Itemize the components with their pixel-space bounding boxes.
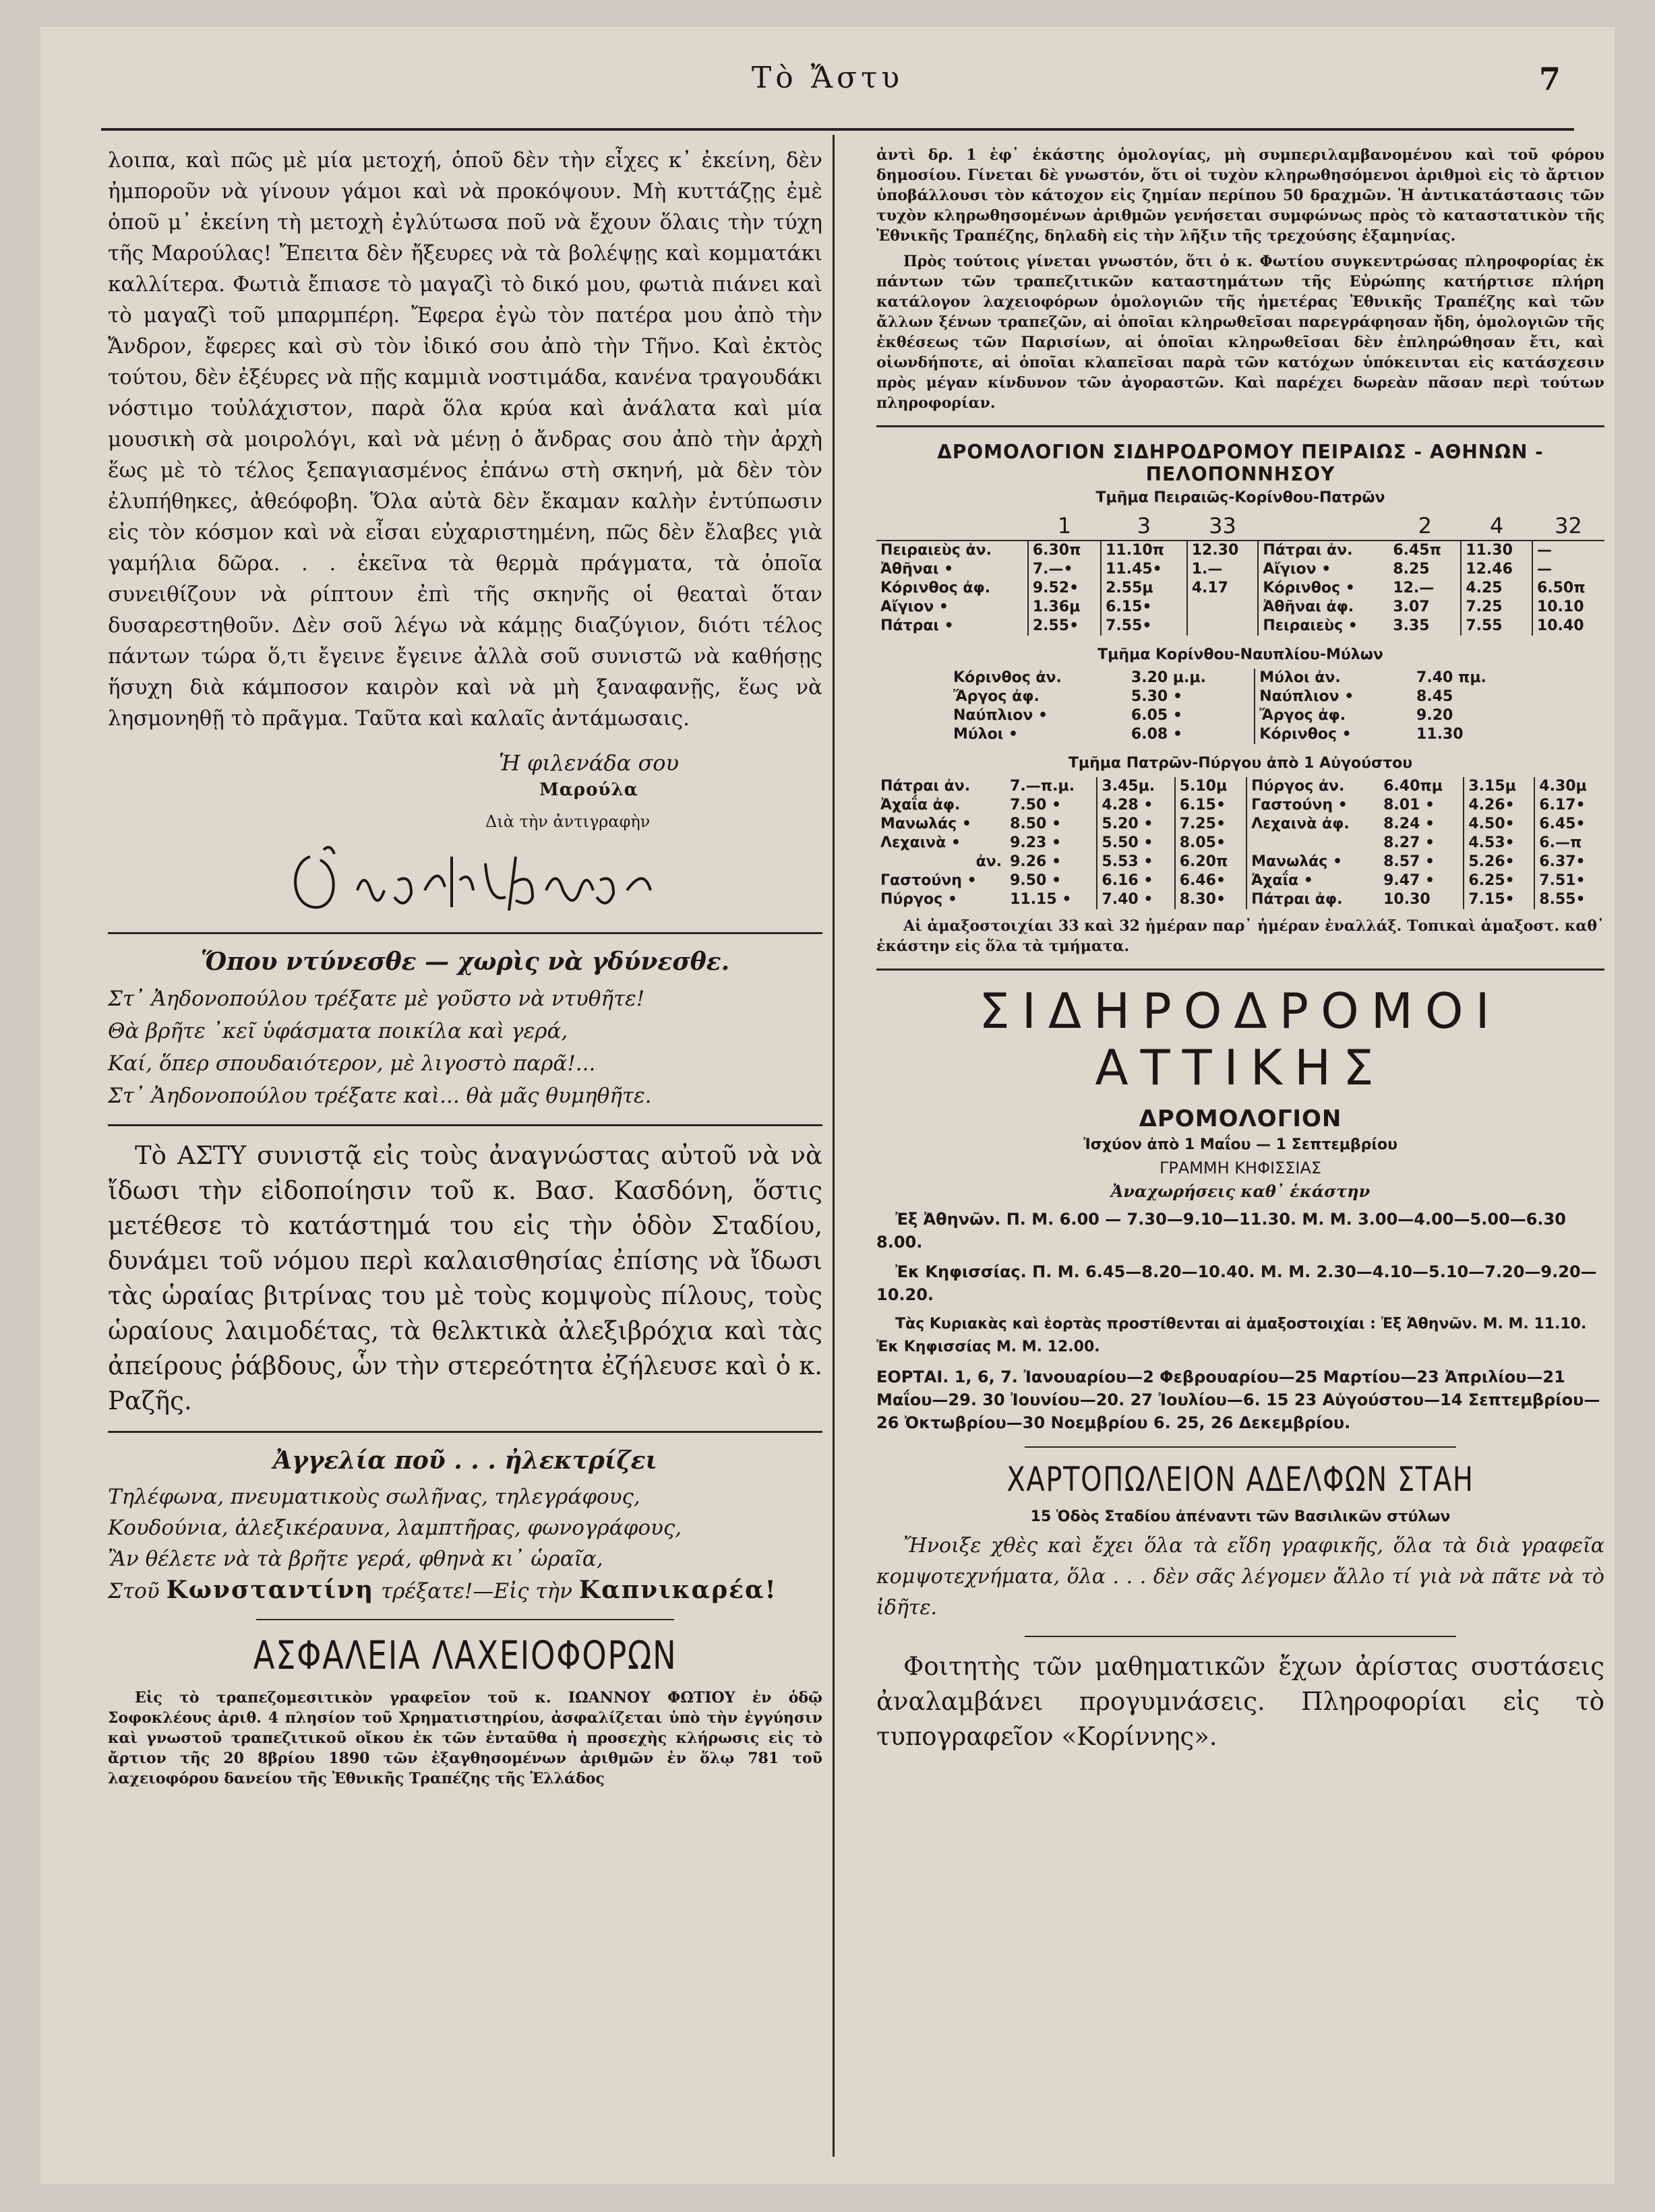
ad-text: Στοῦ: [108, 1579, 167, 1603]
table-cell: 7.25: [1461, 598, 1532, 617]
page-number: 7: [1538, 61, 1561, 97]
table-cell: 3.35: [1393, 617, 1430, 634]
table-cell: 8.01 •: [1383, 797, 1435, 813]
electric-ad-line: Κουδούνια, ἀλεξικέραυνα, λαμπτῆρας, φωνογράφους,: [108, 1516, 682, 1540]
table-cell: 8.30•: [1175, 890, 1246, 909]
table-cell: 7.25•: [1175, 815, 1246, 834]
table-cell: Λεχαινὰ •: [880, 834, 961, 851]
timetable-section-3: [876, 777, 1604, 909]
table-cell: 10.10: [1532, 598, 1604, 617]
table-cell: 4.50•: [1464, 815, 1534, 834]
table-cell: 4.17: [1187, 579, 1259, 598]
table-cell: 7.—π.μ.: [1010, 778, 1075, 795]
insurance-continued-2: Πρὸς τούτοις γίνεται γνωστόν, ὅτι ὁ κ. Φωτίου συγκεντρώσας πληροφορίας ἐκ πάντων τῶν τραπεζιτικῶν καταστημάτων τῆς Εὐρώπης κατήρτισε πλήρη κατάλογον λαχειοφόρων ὁμολογιῶν τῆς ἡμετέρας Ἐθνικῆς Τραπέζης καὶ τῶν ἄλλων ξένων τραπεζῶν, αἱ ὁποῖαι κληρωθεῖσαι παρεγράφησαν ἤδη, ὁμολογιῶν τῆς ἐκθέσεως τῶν Παρισίων, αἱ ὁποῖαι κληρωθεῖσαι δὲν ἐπληρώθησαν ἔτι, καὶ οἱωνδήποτε, αἱ ὁποῖαι κλαπεῖσαι παρὰ τῶν κατόχων ὑπόκεινται εἰς κατάσχεσιν πρὸς μέγαν κίνδυνον τῶν ἀγοραστῶν. Καὶ παρέχει δωρεὰν πᾶσαν περὶ τούτων πληροφορίαν.: [876, 253, 1604, 412]
insurance-text: Εἰς τὸ τραπεζομεσιτικὸν γραφεῖον τοῦ κ. ΙΩΑΝΝΟΥ ΦΩΤΙΟΥ ἐν ὁδῷ Σοφοκλέους ἀριθ. 4 πλησίον τοῦ Χρηματιστηρίου, ἀσφαλίζεται ὑπὸ τὴν ἐγγύησιν καὶ γνωστοῦ τραπεζιτικοῦ οἴκου ἐκ τῶν ἐνταῦθα ἡ προσεχὴς κλήρωσις εἰς τὸ ἄρτιον τῆς 20 8βρίου 1890 τῶν ἐξαγθησομένων ἀριθμῶν ἐν ὅλῳ 781 τοῦ λαχειοφόρου δανείου τῆς Ἐθνικῆς Τραπέζης τῆς Ἑλλάδος: [108, 1689, 822, 1787]
section-1-title: Τμῆμα Πειραιῶς-Κορίνθου-Πατρῶν: [1095, 489, 1385, 506]
table-header: [876, 512, 1028, 541]
table-cell: 7.15•: [1464, 890, 1534, 909]
separator: [108, 932, 822, 934]
attica-line-name: ΓΡΑΜΜΗ ΚΗΦΙΣΣΙΑΣ: [1159, 1159, 1322, 1177]
letter-text: λοιπα, καὶ πῶς μὲ μία μετοχή, ὁποῦ δὲν τὴν εἶχες κ᾽ ἐκείνη, δὲν ἠμποροῦν νὰ γίνουν γάμοι καὶ νὰ προκόψουν. Μὴ κυττάζῃς ἐμὲ ὁποῦ μ᾽ ἐκείνη τὴ μετοχὴ ἐγλύτωσα ποῦ νὰ ἔχουν ὅλαις τὴν τύχη τῆς Μαρούλας! Ἔπειτα δὲν ἤξευρες νὰ τὰ βολέψῃς καὶ κομματάκι καλλίτερα. Φωτιὰ ἔπιασε τὸ μαγαζὶ τὸ δικό μου, φωτιὰ πιάνει καὶ τὸ μαγαζὶ τοῦ μπαρμπέρη. Ἔφερα ἐγὼ τὸν πατέρα μου ἀπὸ τὴν Ἄνδρον, ἔφερες καὶ σὺ τὸν ἰδικό σου ἀπὸ τὴν Τῆνο. Καὶ ἐκτὸς τούτου, δὲν ἐξέυρες νὰ πῇς καμμιὰ νοστιμάδα, κανένα τραγουδάκι νόστιμο τοὐλάχιστον, παρὰ ὅλα κρύα καὶ ἀνάλατα καὶ μία μουσικὴ σὰ μοιρολόγι, καὶ νὰ μένῃ ὁ ἄνδρας σου ἀπὸ τὴν ἀρχὴ ἕως μὲ τὸ τέλος ξεπαγιασμένος ἐπάνω στὴ σκηνή, μὰ δὲν τὸν ἐλυπήθηκες, ἀθεόφοβη. Ὅλα αὐτὰ δὲν ἔκαμαν καλὴν ἐντύπωσιν εἰς τὸν κόσμον καὶ νὰ εἶσαι εὐχαριστημένη, πῶς δὲν ἔλαβες γιὰ γαμήλια δῶρα. . . ἐκεῖνα τὰ θερμὰ πράγματα, τὰ ὁποῖα συνειθίζουν νὰ ρίπτουν ἐπὶ τῆς σκηνῆς οἱ θεαταὶ ὅταν δυσαρεστηθοῦν. Δὲν σοῦ λέγω νὰ κάμῃς διαζύγιον, διότι τέλος πάντων τώρα ὅ,τι ἔγεινε ἔγεινε ἀλλὰ σοῦ συνιστῶ νὰ καθήσῃς ἥσυχη διὰ κάμποσον καιρὸν καὶ νὰ μὴ ξαναφανῇς, ἕως νὰ λησμονηθῇ τὸ πρᾶγμα. Ταῦτα καὶ καλαῖς ἀντάμωσαις.: [108, 148, 822, 731]
table-cell: 6.15•: [1175, 796, 1246, 815]
table-cell: 12.46: [1461, 560, 1532, 579]
clothing-ad-verse: Στ᾽ Ἀηδονοπούλου τρέξατε μὲ γοῦστο νὰ ντυθῆτε!: [108, 987, 645, 1011]
table-cell: 4.28 •: [1097, 796, 1174, 815]
table-cell: 7.50 •: [1010, 797, 1062, 813]
table-row: [949, 669, 1532, 687]
table-cell: Ἄργος ἀφ.: [953, 688, 1040, 705]
table-header: 32: [1532, 512, 1604, 541]
separator: [1025, 1636, 1456, 1637]
stationery-text: Ἤνοιξε χθὲς καὶ ἔχει ὅλα τὰ εἴδη γραφικῆς, ὅλα τὰ διὰ γραφεῖα κομψοτεχνήματα, ὅλα . . . δὲν σᾶς λέγομεν ἄλλο τί γιὰ νὰ πᾶτε νὰ τὸ ἰδῆτε.: [876, 1534, 1604, 1620]
table-cell: 9.50 •: [1010, 872, 1062, 889]
table-row: [949, 706, 1532, 725]
table-cell: 1.—: [1187, 560, 1259, 579]
table-cell: Κόρινθος ἀφ.: [880, 580, 991, 596]
table-cell: 7.40 •: [1097, 890, 1174, 909]
table-cell: 4.26•: [1464, 796, 1534, 815]
table-cell: Ἄργος ἀφ.: [1255, 706, 1412, 725]
separator: [876, 969, 1604, 971]
table-cell: Κόρινθος •: [1258, 579, 1389, 598]
attica-from-kifisia: Ἐκ Κηφισσίας. Π. Μ. 6.45—8.20—10.40. Μ. Μ. 2.30—4.10—5.10—7.20—9.20—10.20.: [876, 1262, 1597, 1304]
rail-timetable-title: ΔΡΟΜΟΛΟΓΙΟΝ ΣΙΔΗΡΟΔΡΟΜΟΥ ΠΕΙΡΑΙΩΣ - ΑΘΗΝΩΝ - ΠΕΛΟΠΟΝΝΗΣΟΥ: [937, 441, 1544, 485]
attica-rail-title: ΣΙΔΗΡΟΔΡΟΜΟΙ ΑΤΤΙΚΗΣ: [979, 983, 1502, 1096]
table-cell: 11.45•: [1101, 560, 1187, 579]
table-cell: 9.20: [1416, 707, 1453, 724]
table-cell: Πειραιεὺς •: [1258, 617, 1389, 636]
page-header: [40, 61, 1615, 121]
table-cell: 9.47 •: [1383, 872, 1435, 889]
table-cell: Κόρινθος •: [1255, 725, 1412, 744]
table-cell: 8.27 •: [1383, 834, 1435, 851]
table-cell: 6.46•: [1175, 871, 1246, 890]
table-cell: Πύργος •: [880, 891, 957, 908]
table-cell: 10.30: [1383, 891, 1431, 908]
table-row: [876, 853, 1604, 871]
table-cell: Μανωλάς •: [1246, 853, 1379, 871]
table-cell: 3.15μ: [1464, 777, 1534, 796]
table-cell: 6.25•: [1464, 871, 1534, 890]
table-cell: 4.30μ: [1534, 777, 1604, 796]
table-cell: Ἀχαΐα ἀφ.: [880, 797, 961, 813]
electric-ad-line: Ἂν θέλετε νὰ τὰ βρῆτε γερά, φθηνὰ κι᾽ ὡραῖα,: [108, 1547, 603, 1571]
table-cell: 6.37•: [1534, 853, 1604, 871]
table-cell: 6.—π: [1534, 834, 1604, 853]
table-cell: 6.40πμ: [1383, 778, 1443, 795]
table-cell: 11.30: [1416, 726, 1464, 743]
timetable-section-1: [876, 512, 1604, 636]
table-cell: 7.55•: [1101, 617, 1187, 636]
table-cell: Κόρινθος ἀν.: [953, 669, 1062, 686]
attica-departures: Ἀναχωρήσεις καθ᾽ ἑκάστην: [1110, 1181, 1371, 1201]
attica-from-athens: Ἐξ Ἀθηνῶν. Π. Μ. 6.00 — 7.30—9.10—11.30. Μ. Μ. 3.00—4.00—5.00—6.30 8.00.: [876, 1210, 1566, 1252]
table-cell: 5.26•: [1464, 853, 1534, 871]
table-cell: Ναύπλιον •: [1255, 687, 1412, 706]
table-cell: Μανωλάς •: [880, 816, 971, 832]
table-cell: 7.40 πμ.: [1416, 669, 1486, 686]
table-cell: 6.50π: [1532, 579, 1604, 598]
table-row: [876, 890, 1604, 909]
table-cell: Ἀθῆναι •: [880, 561, 954, 578]
table-cell: 6.45•: [1534, 815, 1604, 834]
signature-name: Μαρούλα: [539, 780, 638, 800]
table-cell: 10.40: [1532, 617, 1604, 636]
attica-sundays: Τὰς Κυριακὰς καὶ ἑορτὰς προστίθενται αἱ ἁμαξοστοιχίαι : Ἐξ Ἀθηνῶν. Μ. Μ. 11.10. Ἐκ Κηφισσίας Μ. Μ. 12.00.: [876, 1316, 1587, 1355]
table-row: [876, 834, 1604, 853]
table-cell: 6.45π: [1393, 542, 1441, 559]
header-rule: [101, 128, 1574, 131]
attica-validity: Ἰσχύον ἀπὸ 1 Μαΐου — 1 Σεπτεμβρίου: [1083, 1136, 1397, 1153]
table-cell: Γαστούνη •: [880, 872, 977, 889]
newspaper-page: [40, 27, 1615, 2184]
separator: [1025, 1446, 1456, 1448]
electric-ad-heading: Ἀγγελία ποῦ . . . ἠλεκτρίζει: [273, 1446, 657, 1475]
table-cell: Ἀθῆναι ἀφ.: [1258, 598, 1389, 617]
table-cell: 8.05•: [1175, 834, 1246, 853]
right-column: [876, 145, 1604, 1754]
table-cell: 7.55: [1461, 617, 1532, 636]
letter-signature: Ἡ φιλενάδα σου: [499, 750, 679, 776]
left-column: [108, 145, 822, 1789]
column-divider: [833, 135, 835, 2157]
student-ad: Φοιτητὴς τῶν μαθηματικῶν ἔχων ἀρίστας συστάσεις ἀναλαμβάνει προγυμνάσεις. Πληροφορίαι εἰς τὸ τυπογραφεῖον «Κορίννης».: [876, 1652, 1604, 1751]
table-cell: Αἴγιον •: [880, 598, 949, 615]
newspaper-title: Τὸ Ἄστυ: [751, 61, 904, 95]
separator: [256, 1619, 674, 1620]
handwritten-signature: [283, 843, 661, 917]
table-cell: 4.53•: [1464, 834, 1534, 853]
table-cell: 1.36μ: [1028, 598, 1101, 617]
clothing-ad-verse: Στ᾽ Ἀηδονοπούλου τρέξατε καὶ... θὰ μᾶς θυμηθῆτε.: [108, 1084, 652, 1108]
table-cell: 5.53 •: [1097, 853, 1174, 871]
table-row: [876, 617, 1604, 636]
copy-note: Διὰ τὴν ἀντιγραφὴν: [485, 812, 651, 831]
stationery-address: 15 Ὁδὸς Σταδίου ἀπέναντι τῶν Βασιλικῶν στύλων: [1030, 1508, 1451, 1525]
table-cell: Μύλοι ἀν.: [1255, 669, 1412, 687]
clothing-ad-heading: Ὅπου ντύνεσθε — χωρὶς νὰ γδύνεσθε.: [200, 948, 730, 976]
separator: [108, 1431, 822, 1433]
table-cell: 3.07: [1393, 598, 1430, 615]
rail-note: Αἱ ἁμαξοστοιχίαι 33 καὶ 32 ἡμέραν παρ᾽ ἡμέραν ἐναλλάξ. Τοπικαὶ ἁμαξοστ. καθ᾽ ἑκάστην εἰς ὅλα τὰ τμήματα.: [876, 917, 1604, 955]
table-cell: 6.05 •: [1131, 707, 1182, 724]
table-cell: Γαστούνη •: [1246, 796, 1379, 815]
electric-ad-line: Τηλέφωνα, πνευματικοὺς σωλῆνας, τηλεγράφους,: [108, 1485, 640, 1509]
table-cell: 12.—: [1393, 580, 1435, 596]
table-cell: 8.57 •: [1383, 853, 1435, 870]
table-row: [876, 560, 1604, 579]
table-cell: Μύλοι •: [953, 726, 1019, 743]
table-row: [949, 687, 1532, 706]
separator: [876, 425, 1604, 427]
table-cell: 11.10π: [1101, 541, 1187, 560]
ad-text: τρέξατε!—Εἰς τὴν: [374, 1579, 579, 1603]
ad-shop-name: Κωνσταντίνη: [166, 1576, 375, 1604]
table-cell: Αἴγιον •: [1258, 560, 1389, 579]
table-row: [876, 815, 1604, 834]
timetable-section-2: [949, 669, 1532, 744]
table-row: [876, 777, 1604, 796]
table-row: [876, 796, 1604, 815]
table-row: [876, 871, 1604, 890]
table-cell: Λεχαινὰ ἀφ.: [1246, 815, 1379, 834]
table-cell: 2.55•: [1028, 617, 1101, 636]
separator: [108, 1124, 822, 1126]
table-cell: 5.30 •: [1131, 688, 1182, 705]
table-header: 1: [1028, 512, 1101, 541]
table-cell: 12.30: [1187, 541, 1259, 560]
insurance-continued: ἀντὶ δρ. 1 ἐφ᾽ ἑκάστης ὁμολογίας, μὴ συμπεριλαμβανομένου καὶ τοῦ φόρου δημοσίου. Γίνεται δὲ γνωστόν, ὅτι οἱ τυχὸν κληρωθησόμενοι ἀριθμοὶ εἰς τὸ ἄρτιον ὑποβάλλουσι τὸν κάτοχον εἰς ζημίαν περίπου 50 δραχμῶν. Ἡ ἀντικατάστασις τῶν τυχὸν κληρωθησομένων ἀριθμῶν γενήσεται συμφώνως πρὸς τὸ καταστατικὸν τῆς Ἐθνικῆς Τραπέζης, δηλαδὴ εἰς τὴν λῆξιν τῆς τρεχούσης ἑξαμηνίας.: [876, 146, 1604, 245]
table-cell: 8.55•: [1534, 890, 1604, 909]
electric-ad-last-line: [108, 1574, 822, 1607]
table-cell: [1187, 617, 1259, 636]
table-cell: 5.20 •: [1097, 815, 1174, 834]
table-cell: Πύργος ἀν.: [1246, 777, 1379, 796]
notice-text: Τὸ ΑΣΤΥ συνιστᾷ εἰς τοὺς ἀναγνώστας αὐτοῦ νὰ νὰ ἴδωσι τὴν εἰδοποίησιν τοῦ κ. Βασ. Κασδόνη, ὅστις μετέθεσε τὸ κατάστημά του εἰς τὴν ὁδὸν Σταδίου, δυνάμει τοῦ νόμου περὶ καλαισθησίας ἐπίσης νὰ ἴδωσι τὰς ὡραίας βιτρίνας του μὲ τοὺς κομψοὺς πίλους, τοὺς ὡραίους λαιμοδέτας, τὰ θελκτικὰ ἀλεξιβρόχια καὶ τὰς ἀπείρους ῥάβδους, ὧν τὴν στερεότητα ἐζήλευσε καὶ ὁ κ. Ραζῆς.: [108, 1141, 822, 1415]
table-cell: 9.52•: [1028, 579, 1101, 598]
table-cell: 9.26 •: [1010, 853, 1062, 870]
table-cell: 11.15 •: [1010, 891, 1072, 908]
table-cell: 7.51•: [1534, 871, 1604, 890]
table-header: 3: [1101, 512, 1187, 541]
table-cell: Ναύπλιον •: [953, 707, 1048, 724]
table-cell: 3.20 μ.μ.: [1131, 669, 1206, 686]
table-cell: Ἀχαΐα •: [1246, 871, 1379, 890]
table-cell: 5.10μ: [1175, 777, 1246, 796]
table-cell: 4.25: [1461, 579, 1532, 598]
table-cell: Πάτραι ἀν.: [880, 778, 971, 795]
table-cell: [1246, 834, 1379, 853]
table-cell: Πάτραι •: [880, 617, 954, 634]
section-3-title: Τμῆμα Πατρῶν-Πύργου ἀπὸ 1 Αὐγούστου: [1068, 755, 1413, 772]
table-cell: 11.30: [1461, 541, 1532, 560]
clothing-ad-verse: Καί, ὅπερ σπουδαιότερον, μὲ λιγοστὸ παρᾶ!...: [108, 1051, 596, 1076]
ad-place-name: Καπνικαρέα!: [578, 1576, 777, 1604]
table-cell: —: [1532, 541, 1604, 560]
table-cell: 8.25: [1393, 561, 1430, 578]
table-cell: 7.—•: [1028, 560, 1101, 579]
stationery-title: ΧΑΡΤΟΠΩΛΕΙΟΝ ΑΔΕΛΦΩΝ ΣΤΑΗ: [1006, 1460, 1474, 1499]
table-cell: 9.23 •: [1010, 834, 1062, 851]
table-header: [1258, 512, 1389, 541]
table-cell: 5.50 •: [1097, 834, 1174, 853]
table-cell: 8.24 •: [1383, 816, 1435, 832]
table-cell: 3.45μ.: [1097, 777, 1174, 796]
table-cell: 2.55μ: [1101, 579, 1187, 598]
table-cell: 6.17•: [1534, 796, 1604, 815]
table-cell: 6.15•: [1101, 598, 1187, 617]
table-row: [876, 579, 1604, 598]
table-cell: 8.45: [1416, 688, 1453, 705]
table-cell: 6.08 •: [1131, 726, 1182, 743]
attica-holidays: ΕΟΡΤΑΙ. 1, 6, 7. Ἰανουαρίου—2 Φεβρουαρίου—25 Μαρτίου—23 Ἀπριλίου—21 Μαΐου—29. 30 Ἰουνίου—20. 27 Ἰουλίου—6. 15 23 Αὐγούστου—14 Σεπτεμβρίου—26 Ὀκτωβρίου—30 Νοεμβρίου 6. 25, 26 Δεκεμβρίου.: [876, 1368, 1600, 1432]
table-header: 33: [1187, 512, 1259, 541]
clothing-ad-verse: Θὰ βρῆτε ᾽κεῖ ὑφάσματα ποικίλα καὶ γερά,: [108, 1019, 568, 1043]
table-cell: —: [1532, 560, 1604, 579]
table-row: [949, 725, 1532, 744]
table-cell: 8.50 •: [1010, 816, 1062, 832]
table-cell: Πειραιεὺς ἀν.: [880, 542, 992, 559]
table-cell: ἀν.: [975, 853, 1002, 870]
table-cell: 6.20π: [1175, 853, 1246, 871]
table-cell: 6.16 •: [1097, 871, 1174, 890]
table-row: [876, 541, 1604, 560]
insurance-title: ΑΣΦΑΛΕΙΑ ΛΑΧΕΙΟΦΟΡΩΝ: [253, 1632, 678, 1678]
table-cell: Πάτραι ἀν.: [1258, 541, 1389, 560]
table-header: 4: [1461, 512, 1532, 541]
table-cell: [1187, 598, 1259, 617]
table-row: [876, 598, 1604, 617]
table-header: 2: [1389, 512, 1461, 541]
section-2-title: Τμῆμα Κορίνθου-Ναυπλίου-Μύλων: [1097, 646, 1383, 663]
attica-subtitle: ΔΡΟΜΟΛΟΓΙΟΝ: [1139, 1105, 1342, 1132]
table-cell: 6.30π: [1028, 541, 1101, 560]
table-cell: Πάτραι ἀφ.: [1246, 890, 1379, 909]
